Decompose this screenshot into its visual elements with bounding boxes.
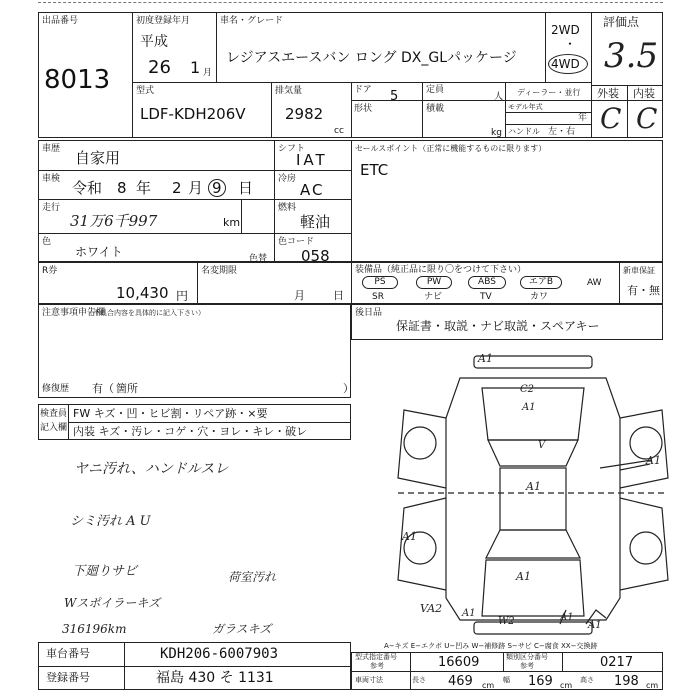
equip-tv: TV xyxy=(480,292,492,302)
color-value: ホワイト xyxy=(75,245,123,259)
cc-unit: cc xyxy=(334,126,344,136)
attachment-label: 後日品 xyxy=(355,308,383,318)
body-outline xyxy=(446,378,620,620)
equip-leather: カワ xyxy=(530,292,549,302)
divider xyxy=(38,233,351,234)
inspection-month: 2 xyxy=(172,179,182,197)
fw-line: FW キズ・凹・ヒビ割・リペア跡・×要 xyxy=(73,407,268,420)
divider xyxy=(271,82,272,138)
note-side-2: ガラスキズ xyxy=(212,622,272,636)
note-2: シミ汚れ A U xyxy=(70,514,151,529)
grade-value: 3.5 xyxy=(604,36,659,76)
shape-label: 形状 xyxy=(354,104,373,114)
equip-airbag: エアB xyxy=(520,276,562,289)
plate-label: 登録番号 xyxy=(46,671,90,684)
height-unit: cm xyxy=(646,681,659,690)
spec-label-ref: 参考 xyxy=(370,662,384,670)
inspector-label-2: 記入欄 xyxy=(40,423,68,433)
divider xyxy=(351,82,352,138)
mark-c2: C2 xyxy=(520,384,535,395)
inspection-day-unit: 日 xyxy=(238,179,254,197)
recycle-label: R券 xyxy=(42,266,58,276)
divider xyxy=(68,422,351,423)
mark-a1-right: A1 xyxy=(646,454,661,467)
handle-value: 左・右 xyxy=(548,127,576,137)
dealer-label: ディーラー・並行 xyxy=(517,88,581,97)
fuel-label: 燃料 xyxy=(278,203,297,213)
class-label-ref: 参考 xyxy=(520,662,534,670)
first-reg-year: 26 xyxy=(148,57,171,78)
usage-value: 自家用 xyxy=(75,149,121,167)
load-label: 積載 xyxy=(426,104,445,114)
doors-label: ドア xyxy=(354,85,372,95)
warranty-value: 有・無 xyxy=(627,284,660,297)
inspection-year-unit: 年 xyxy=(136,179,152,197)
clipped-header-line xyxy=(38,2,663,3)
meigi-month: 月 xyxy=(294,289,305,302)
divider xyxy=(545,12,546,82)
divider xyxy=(351,140,352,262)
interior-label: 内装 xyxy=(633,87,655,100)
interior-grade: C xyxy=(636,102,658,135)
width-label: 幅 xyxy=(503,676,510,684)
windshield xyxy=(488,440,578,466)
spec-value: 16609 xyxy=(438,655,480,670)
sales-point-label: セールスポイント（正常に機能するものに限ります） xyxy=(355,144,547,153)
fuel-value: 軽油 xyxy=(300,213,331,231)
divider xyxy=(38,170,351,171)
drive-4wd: 4WD xyxy=(551,57,580,71)
shift-value: IAT xyxy=(296,151,328,169)
repair-value: 有（ xyxy=(92,382,114,395)
repair-close: ） xyxy=(343,382,354,395)
divider xyxy=(627,85,628,138)
inspector-label-1: 検査員 xyxy=(40,409,68,419)
car-damage-diagram xyxy=(390,348,690,643)
displacement-label: 排気量 xyxy=(275,86,303,96)
divider xyxy=(503,652,504,671)
recycle-value: 10,430 xyxy=(116,284,169,302)
note-5: 316196km xyxy=(62,622,127,636)
capacity-unit: 人 xyxy=(494,92,504,102)
mileage-value: 31万6千997 xyxy=(70,212,158,230)
note-side-1: 荷室汚れ xyxy=(228,570,277,584)
yen-unit: 円 xyxy=(176,289,189,303)
inspection-month-unit: 月 xyxy=(188,179,204,197)
lot-number: 8013 xyxy=(44,65,111,95)
notes-sub: （不具合内容を具体的に記入下さい） xyxy=(86,309,205,317)
mark-v: V xyxy=(538,440,546,451)
chassis-label: 車台番号 xyxy=(46,647,90,660)
divider xyxy=(132,82,591,83)
mark-a1-bottom: A1 xyxy=(462,608,476,619)
divider xyxy=(38,666,351,667)
mark-a1-front: A1 xyxy=(478,352,493,365)
divider xyxy=(351,100,591,101)
note-4: Wスポイラーキズ xyxy=(64,596,161,610)
divider xyxy=(124,642,125,690)
rear-door xyxy=(482,560,584,616)
mileage-label: 走行 xyxy=(42,203,61,213)
ac-value: AC xyxy=(300,181,325,199)
spec-label: 型式指定番号 xyxy=(355,653,397,661)
handle-label: ハンドル xyxy=(508,127,540,136)
divider xyxy=(505,124,591,125)
model-year-unit: 年 xyxy=(578,113,588,123)
divider xyxy=(197,262,198,304)
equipment-label: 装備品（純正品に限り〇をつけて下さい） xyxy=(355,265,527,275)
grade-label: 評価点 xyxy=(603,15,640,29)
drive-2wd: 2WD xyxy=(551,23,580,37)
equip-aw: AW xyxy=(587,278,602,288)
divider xyxy=(274,140,275,262)
wheel-rr xyxy=(630,532,662,564)
divider xyxy=(591,12,592,138)
equip-abs: ABS xyxy=(468,276,506,289)
interior-line: 内装 キズ・汚レ・コゲ・穴・ヨレ・キレ・破レ xyxy=(73,425,308,438)
mark-w2: W2 xyxy=(498,616,515,627)
divider xyxy=(505,82,506,138)
height-label: 高さ xyxy=(580,676,594,684)
color-code-label: 色コード xyxy=(278,237,315,247)
divider xyxy=(410,652,411,690)
note-1: ヤニ汚れ、ハンドルスレ xyxy=(74,461,229,477)
divider xyxy=(562,652,563,671)
color-no-label: 色替 xyxy=(249,254,268,264)
model-value: LDF-KDH206V xyxy=(140,105,246,123)
shift-label: シフト xyxy=(278,144,306,154)
mark-a1-bumper: A1 xyxy=(588,620,602,631)
divider xyxy=(241,199,242,233)
equip-navi: ナビ xyxy=(424,292,443,302)
divider xyxy=(351,262,352,304)
doors-value: 5 xyxy=(390,89,399,104)
inspection-year: 8 xyxy=(117,179,127,197)
dim-label: 車両寸法 xyxy=(355,676,383,684)
divider xyxy=(132,12,133,138)
hood xyxy=(482,388,584,440)
note-3: 下廻りサビ xyxy=(72,564,138,579)
left-rear-side xyxy=(398,498,446,590)
divider xyxy=(422,82,423,138)
era: 平成 xyxy=(140,34,168,50)
rear-window xyxy=(486,530,580,558)
month-unit: 月 xyxy=(203,68,213,78)
length-value: 469 xyxy=(448,674,473,689)
meigi-day: 日 xyxy=(333,289,344,302)
chassis-value: KDH206-6007903 xyxy=(160,646,279,662)
mark-a1-rear-right: A1 xyxy=(560,612,574,623)
displacement-value: 2982 xyxy=(285,105,324,123)
color-code-value: 058 xyxy=(301,247,330,265)
length-label: 長さ xyxy=(412,676,426,684)
usage-label: 車歴 xyxy=(42,144,61,154)
model-year-label: モデル年式 xyxy=(508,103,543,111)
mark-a1-left: A1 xyxy=(402,530,417,543)
inspection-label: 車検 xyxy=(42,174,61,184)
drive-dot: ・ xyxy=(564,37,577,51)
exterior-label: 外装 xyxy=(597,87,619,100)
divider xyxy=(216,12,217,82)
attachment-value: 保証書・取説・ナビ取説・スペアキー xyxy=(396,319,600,333)
mark-a1-rear: A1 xyxy=(516,570,531,583)
wheel-lf xyxy=(404,427,436,459)
divider xyxy=(38,199,351,200)
length-unit: cm xyxy=(482,681,495,690)
load-unit: kg xyxy=(491,128,502,138)
inspection-day: 9 xyxy=(212,179,222,197)
first-reg-label: 初度登録年月 xyxy=(136,16,191,26)
equip-sr: SR xyxy=(372,292,384,302)
repair-unit: 箇所 xyxy=(116,382,138,395)
divider xyxy=(619,262,620,304)
legend: A−キズ E−エクボ U−凹み W−補修跡 S−サビ C−腐食 XX−交換跡 xyxy=(384,642,598,650)
height-value: 198 xyxy=(614,674,639,689)
mark-a1-hood: A1 xyxy=(522,402,536,413)
km-unit: km xyxy=(223,216,241,229)
inspection-era: 令和 xyxy=(72,179,103,197)
model-label: 型式 xyxy=(136,86,155,96)
roof xyxy=(500,468,566,530)
exterior-grade: C xyxy=(600,102,622,135)
notes-label: 注意事項申告欄 xyxy=(42,308,106,318)
first-reg-month: 1 xyxy=(190,58,201,77)
car-name: レジアスエースバン ロング DX_GLパッケージ xyxy=(226,50,517,66)
equip-ps: PS xyxy=(362,276,398,289)
plate-value: 福島 430 そ 1131 xyxy=(156,670,274,686)
equip-pw: PW xyxy=(416,276,452,289)
capacity-label: 定員 xyxy=(426,85,445,95)
notes-frame xyxy=(38,304,351,398)
meigi-label: 名変期限 xyxy=(201,266,238,276)
lot-label: 出品番号 xyxy=(42,16,79,26)
rear-bumper xyxy=(474,622,592,634)
warranty-label: 新車保証 xyxy=(623,266,655,275)
width-value: 169 xyxy=(528,674,553,689)
color-label: 色 xyxy=(42,237,52,247)
class-value: 0217 xyxy=(600,655,634,670)
ac-label: 冷房 xyxy=(278,174,297,184)
mark-a1-roof: A1 xyxy=(526,480,541,493)
repair-label: 修復歴 xyxy=(42,384,70,394)
sales-point-value: ETC xyxy=(360,161,389,179)
width-unit: cm xyxy=(560,681,573,690)
car-name-label: 車名・グレード xyxy=(220,16,284,26)
divider xyxy=(351,671,663,672)
class-label: 類別区分番号 xyxy=(506,653,548,661)
mark-va2: VA2 xyxy=(420,602,443,615)
right-rear-side xyxy=(620,498,668,590)
